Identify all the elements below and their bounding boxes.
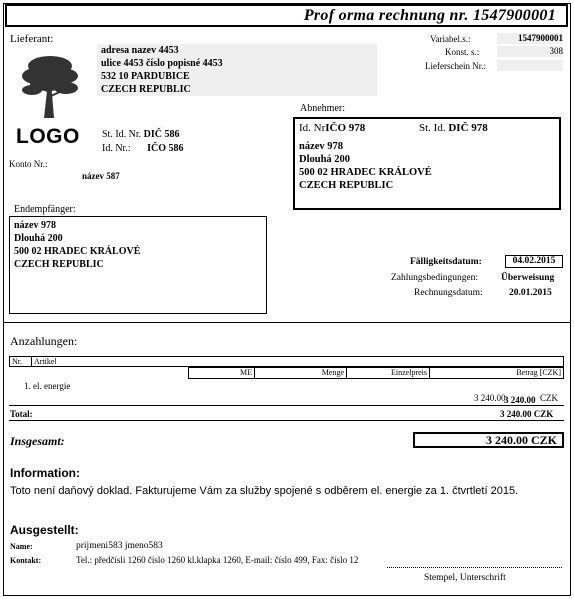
konto-label: Konto Nr.:: [9, 159, 48, 169]
stempel-label: Stempel, Unterschrift: [424, 573, 506, 583]
recipient-st-ids: [419, 122, 488, 134]
recipient-address: [299, 140, 432, 192]
item-label: 1. el. energie: [24, 381, 71, 391]
item-amount: 3 240.00: [474, 393, 506, 403]
tree-logo-icon: [20, 52, 80, 122]
table-line-2: [9, 420, 564, 421]
sender-st-id-label: St. Id. Nr.: [102, 129, 142, 140]
section-divider: [3, 322, 571, 323]
konst-label: Konst. s.:: [445, 47, 480, 57]
end-recipient-line-4: CZECH REPUBLIC: [14, 259, 104, 270]
total-label: Total:: [10, 409, 33, 419]
information-title: Information:: [10, 466, 80, 480]
title-bar: [5, 4, 568, 27]
ausgestellt-title: Ausgestellt:: [10, 523, 79, 537]
sender-address: [97, 44, 377, 96]
rechnung-label: Rechnungsdatum:: [414, 288, 483, 298]
col-menge: Menge: [254, 367, 347, 379]
sender-id-value: IČO 586: [147, 143, 184, 154]
recipient-ids: [299, 122, 365, 134]
col-einzelpreis: Einzelpreis: [346, 367, 430, 379]
kontakt-label: Kontakt:: [10, 556, 42, 565]
signature-line: [387, 567, 562, 568]
recipient-id-value: IČO 978: [325, 122, 366, 134]
konto-value: název 587: [82, 171, 120, 181]
col-artikel: Artikel: [31, 356, 564, 367]
anzahlungen-label: Anzahlungen:: [10, 334, 78, 348]
total-value: 3 240.00 CZK: [500, 409, 554, 419]
rechnung-value: 20.01.2015: [509, 288, 552, 298]
col-me: ME: [188, 367, 255, 379]
recipient-label: Abnehmer:: [300, 103, 345, 114]
recipient-id-label: Id. Nr: [299, 122, 326, 134]
faellig-value: 04.02.2015: [505, 255, 563, 268]
faellig-label: Fälligkeitsdatum:: [410, 257, 482, 267]
end-recipient-line-2: Dlouhá 200: [14, 233, 63, 244]
insgesamt-label: Insgesamt:: [10, 434, 65, 448]
sender-id-label: Id. Nr.:: [102, 143, 131, 154]
sender-line-1: adresa nazev 4453: [101, 45, 179, 56]
recipient-line-2: Dlouhá 200: [299, 154, 351, 165]
sender-st-id-value: DIČ 586: [143, 129, 180, 140]
insgesamt-value: 3 240.00 CZK: [413, 432, 564, 448]
name-value: prijmeni583 jmeno583: [76, 541, 163, 551]
zahlung-label: Zahlungsbedingungen:: [391, 273, 479, 283]
end-recipient-box: [9, 216, 267, 314]
recipient-box: [293, 117, 561, 210]
item-subtotal: 3 240.00: [504, 395, 536, 405]
lieferschein-value: [497, 60, 563, 71]
sender-line-2: ulice 4453 číslo popisné 4453: [101, 58, 223, 69]
name-label: Name:: [10, 542, 33, 551]
col-betrag: Betrag [CZK]: [429, 367, 564, 379]
variabel-label: Variabel.s.:: [430, 34, 471, 44]
sender-label: Lieferant:: [10, 33, 54, 45]
recipient-st-id-value: DIČ 978: [448, 122, 488, 134]
sender-tax-ids: [102, 128, 184, 156]
item-currency: CZK: [540, 393, 558, 403]
information-text: Toto není daňový doklad. Fakturujeme Vám za služby spojené s odběrem el. energie za 1. čtvrtletí 2015.: [10, 485, 519, 497]
end-recipient-label: Endempfänger:: [14, 204, 76, 215]
col-nr: Nr.: [9, 356, 32, 367]
variabel-value: 1547900001: [497, 33, 563, 44]
sender-line-4: CZECH REPUBLIC: [101, 84, 191, 95]
recipient-line-4: CZECH REPUBLIC: [299, 180, 394, 191]
recipient-line-1: název 978: [299, 141, 344, 152]
recipient-line-3: 500 02 HRADEC KRÁLOVÉ: [299, 167, 432, 178]
table-line-1: [9, 405, 564, 406]
end-recipient-line-3: 500 02 HRADEC KRÁLOVÉ: [14, 246, 141, 257]
logo-text: LOGO: [16, 125, 80, 148]
konst-value: 308: [497, 46, 563, 57]
sender-line-3: 532 10 PARDUBICE: [101, 71, 190, 82]
invoice-title: Prof orma rechnung nr. 1547900001: [303, 7, 556, 24]
kontakt-value: Tel.: předčísli 1260 číslo 1260 kl.klapka 1260, E-mail: číslo 499, Fax: číslo 12: [76, 555, 359, 565]
end-recipient-line-1: název 978: [14, 220, 56, 231]
zahlung-value: Überweisung: [501, 273, 555, 283]
lieferschein-label: Lieferschein Nr.:: [425, 61, 486, 71]
recipient-st-id-label: St. Id.: [419, 122, 446, 134]
